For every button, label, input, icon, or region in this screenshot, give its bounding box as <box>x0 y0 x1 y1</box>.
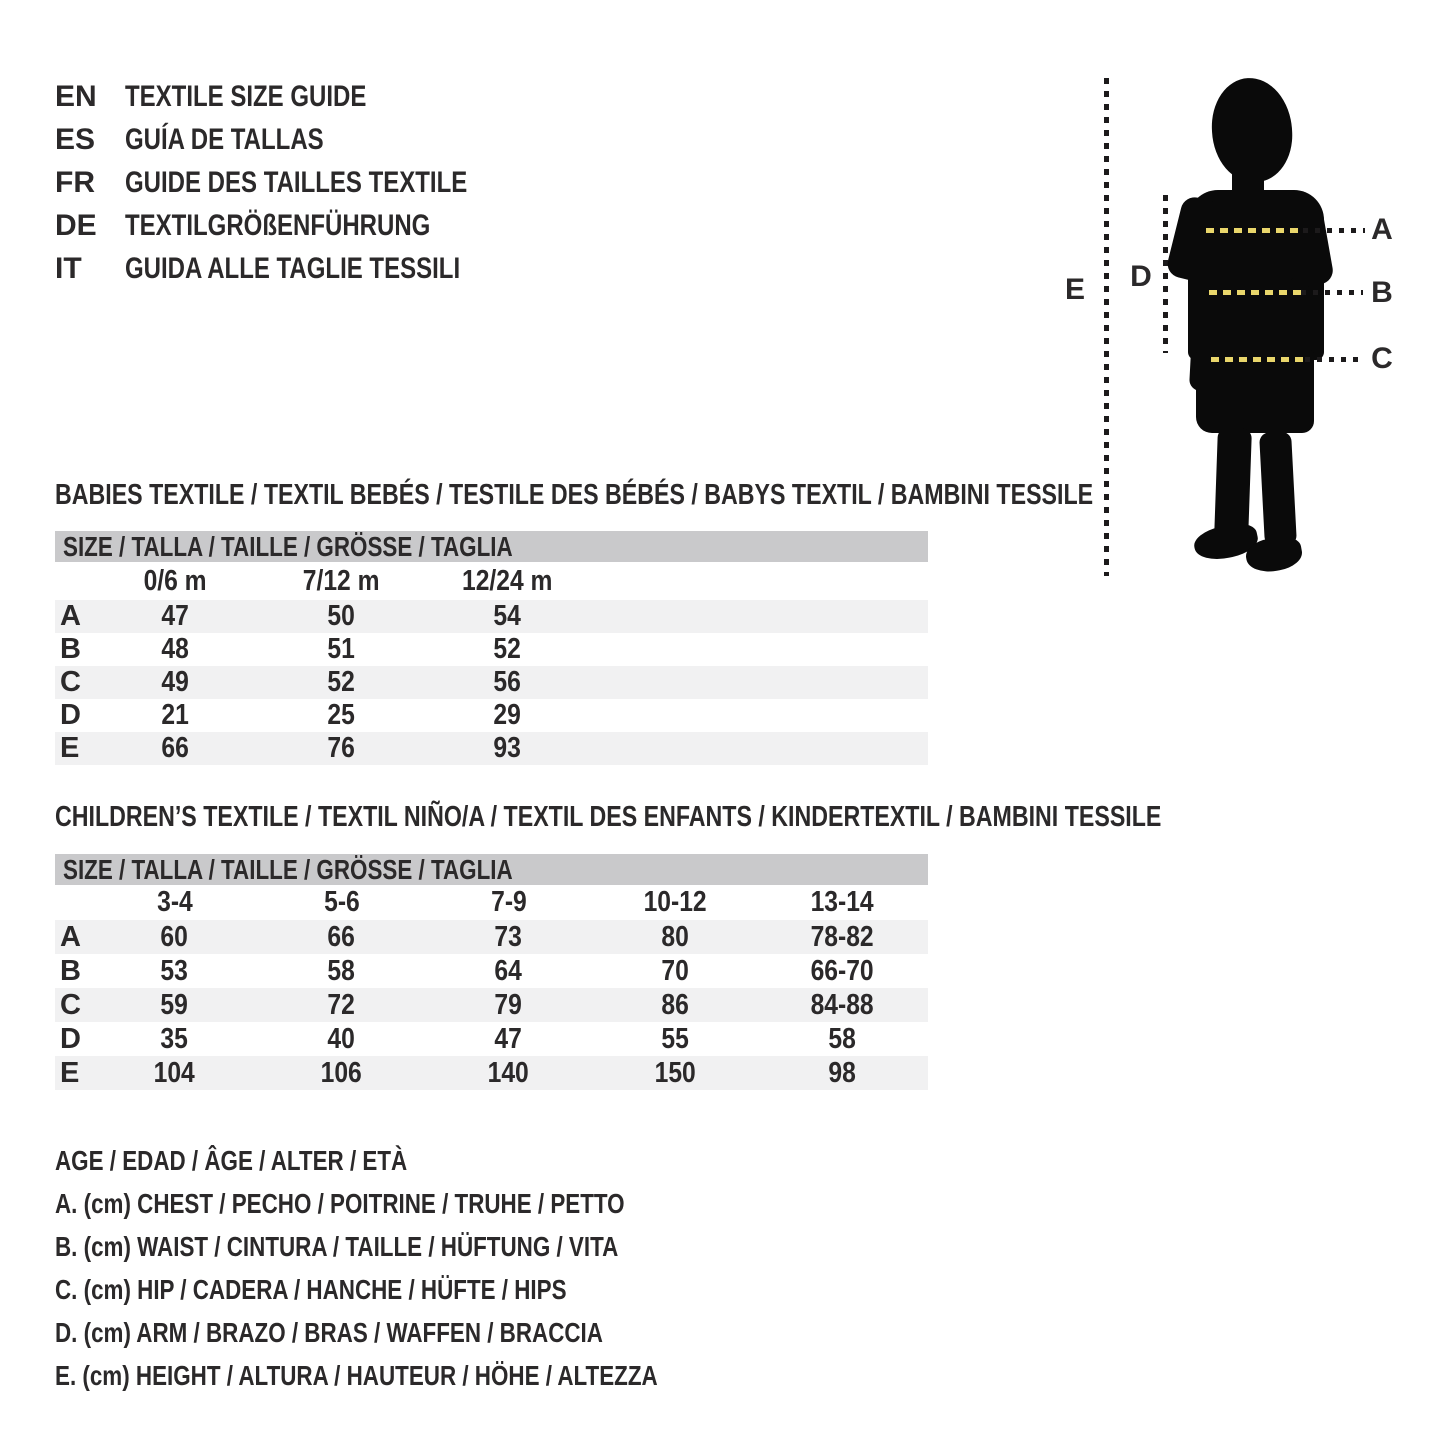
babies-size-table <box>55 531 928 765</box>
children-col-2: 7-9 <box>490 886 527 918</box>
measure-label-d: D <box>1130 260 1152 293</box>
children-col-0: 3-4 <box>156 886 193 918</box>
babies-col-1: 7/12 m <box>302 564 380 597</box>
babies-table-row-b: B 48 51 52 <box>60 633 521 665</box>
children-size-table <box>55 854 928 1090</box>
children-table-row-a: A 60 66 73 80 78-82 <box>55 920 928 954</box>
waist-measure-dash-b <box>1209 290 1301 295</box>
children-table-row-d: D 35 40 47 55 58 <box>60 1022 857 1055</box>
babies-col-2: 12/24 m <box>461 564 553 597</box>
children-table-row-e: E 104 106 140 150 98 <box>55 1056 928 1090</box>
lang-code-fr: FR <box>55 166 95 199</box>
babies-table-row-e: E 66 76 93 <box>55 732 928 765</box>
chest-measure-dash-a <box>1206 228 1303 233</box>
legend-waist: B. (cm) WAIST / CINTURA / TAILLE / HÜFTUNG / VITA <box>55 1231 619 1262</box>
hip-measure-dots-c <box>1305 357 1363 362</box>
silhouette-shorts <box>1196 350 1314 433</box>
children-table-row-c: C 59 72 79 86 84-88 <box>55 988 928 1022</box>
lang-title-de: TEXTILGRÖßENFÜHRUNG <box>125 209 431 242</box>
babies-table-row-d: D 21 25 29 <box>60 699 521 731</box>
children-section-title: CHILDREN’S TEXTILE / TEXTIL NIÑO/A / TEXTIL DES ENFANTS / KINDERTEXTIL / BAMBINI TESSILE <box>55 801 1162 833</box>
lang-code-it: IT <box>55 252 82 285</box>
babies-table-row-c: C 49 52 56 <box>55 666 928 699</box>
lang-title-it: GUIDA ALLE TAGLIE TESSILI <box>125 252 461 285</box>
babies-table-row-a: A 47 50 54 <box>55 600 928 633</box>
lang-code-en: EN <box>55 80 97 113</box>
children-table-column-headers <box>55 885 928 920</box>
chest-measure-dots-a <box>1303 228 1365 233</box>
children-col-1: 5-6 <box>323 886 360 918</box>
silhouette-head <box>1209 76 1294 184</box>
children-table-row-b: B 53 58 64 70 66-70 <box>60 954 875 987</box>
legend-chest: A. (cm) CHEST / PECHO / POITRINE / TRUHE / PETTO <box>55 1188 625 1219</box>
lang-code-es: ES <box>55 123 96 156</box>
legend-height: E. (cm) HEIGHT / ALTURA / HAUTEUR / HÖHE / ALTEZZA <box>55 1360 658 1391</box>
lang-title-en: TEXTILE SIZE GUIDE <box>125 80 367 113</box>
babies-table-size-header: SIZE / TALLA / TAILLE / GRÖSSE / TAGLIA <box>55 531 928 562</box>
babies-section-title: BABIES TEXTILE / TEXTIL BEBÉS / TESTILE DES BÉBÉS / BABYS TEXTIL / BAMBINI TESSILE <box>55 479 1094 511</box>
legend-hip: C. (cm) HIP / CADERA / HANCHE / HÜFTE / HIPS <box>55 1274 567 1305</box>
children-col-3: 10-12 <box>643 886 708 918</box>
legend-age: AGE / EDAD / ÂGE / ALTER / ETÀ <box>55 1145 408 1176</box>
babies-col-0: 0/6 m <box>143 564 207 597</box>
measure-label-a: A <box>1371 213 1393 246</box>
measure-label-e: E <box>1064 273 1085 306</box>
measure-label-c: C <box>1371 342 1393 375</box>
babies-table-column-headers <box>55 562 928 600</box>
hip-measure-dash-c <box>1211 357 1305 362</box>
arm-measure-line-d <box>1163 195 1168 353</box>
waist-measure-dots-b <box>1301 290 1363 295</box>
legend-arm: D. (cm) ARM / BRAZO / BRAS / WAFFEN / BRACCIA <box>55 1317 603 1348</box>
lang-title-es: GUÍA DE TALLAS <box>125 123 324 156</box>
children-col-4: 13-14 <box>810 886 875 918</box>
lang-title-fr: GUIDE DES TAILLES TEXTILE <box>125 166 468 199</box>
lang-code-de: DE <box>55 209 97 242</box>
measure-label-b: B <box>1371 276 1393 309</box>
children-table-size-header: SIZE / TALLA / TAILLE / GRÖSSE / TAGLIA <box>55 854 928 885</box>
